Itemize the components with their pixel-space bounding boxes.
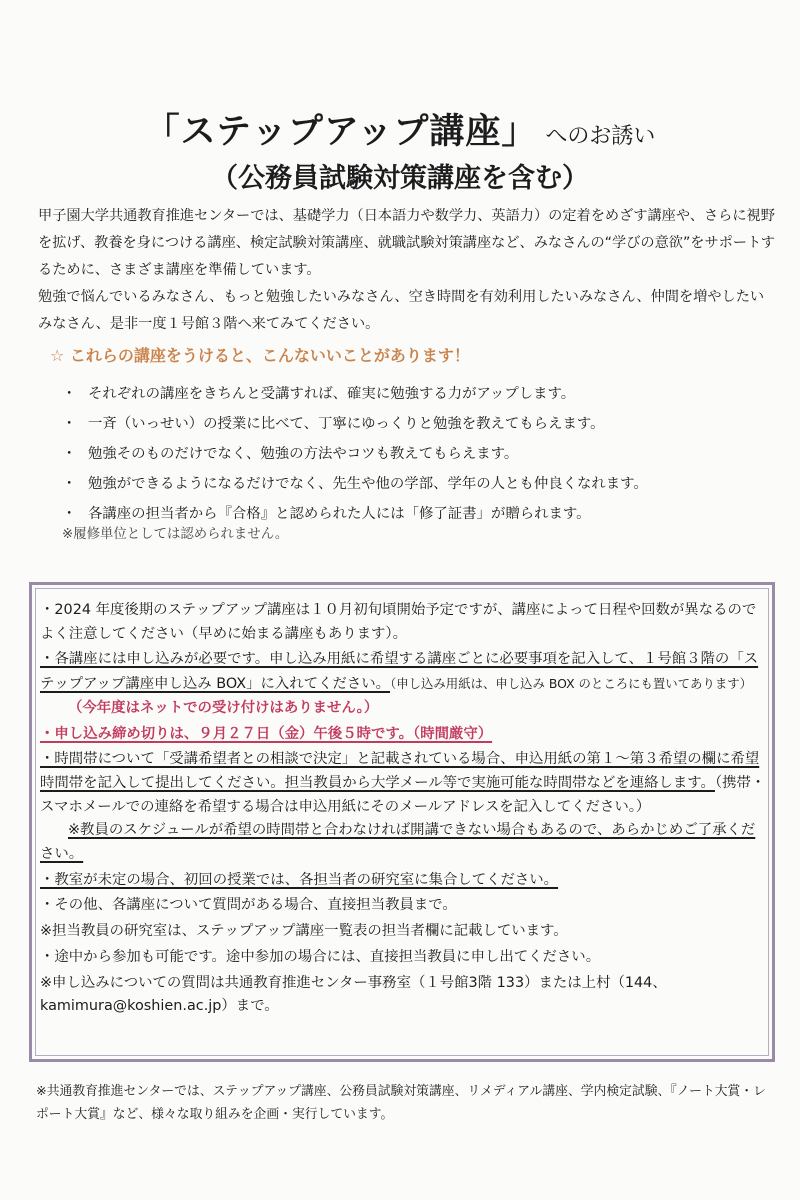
notice-item-office: ※担当教員の研究室は、ステップアップ講座一覧表の担当者欄に記載しています。: [40, 923, 568, 940]
notice-box: [29, 582, 775, 1062]
title-main: 「ステップアップ講座」: [144, 112, 538, 152]
benefits-list: [62, 379, 782, 529]
time-slot-instructions: ・時間帯について「受講希望者との相談で決定」と記載されている場合、申込用紙の第１～第３希望の欄に希望時間帯を記入して提出してください。担当教員から大学メール等で実施可能な時間帯などを連絡します。: [40, 751, 760, 791]
notice-list: [40, 599, 768, 1021]
notice-item-application: [40, 648, 768, 720]
mobile-mail-note: （携帯・スマホメールでの連絡を希望する場合は申込用紙にそのメールアドレスを記入してください。）: [40, 774, 766, 815]
notice-item-contact: ※申し込みについての質問は共通教育推進センター事務室（１号館3階 133）または上村（144、kamimura@koshien.ac.jp）まで。: [40, 974, 667, 1015]
notice-item-deadline: [40, 723, 768, 747]
page-subtitle: （公務員試験対策講座を含む）: [211, 163, 589, 194]
notice-item-schedule: ・2024 年度後期のステップアップ講座は１０月初旬頃開始予定ですが、講座によって日程や回数が異なるのでよく注意してください（早めに始まる講座もあります）。: [40, 602, 757, 642]
page-title: [0, 104, 800, 154]
notice-item-time-slot: [40, 748, 768, 867]
benefits-heading: ☆ これらの講座をうけると、こんないいことがあります！: [50, 346, 470, 365]
notice-item-late-join: ・途中から参加も可能です。途中参加の場合には、直接担当教員に申し出てください。: [40, 948, 601, 965]
notice-item-classroom: [40, 869, 768, 893]
benefit-item: ・ それぞれの講座をきちんと受講すれば、確実に勉強する力がアップします。: [62, 379, 782, 409]
notice-item-questions: ・その他、各講座について質問がある場合、直接担当教員まで。: [40, 897, 457, 914]
no-online-notice: （今年度はネットでの受け付けはありません。）: [68, 699, 379, 716]
intro-section: [38, 203, 778, 338]
schedule-caveat: ※教員のスケジュールが希望の時間帯と合わなければ開講できない場合もあるので、あらかじめご了承ください。: [40, 822, 756, 863]
benefit-item: ・ 勉強そのものだけでなく、勉強の方法やコツも教えてもらえます。: [62, 439, 782, 469]
benefit-item: ・ 一斉（いっせい）の授業に比べて、丁寧にゆっくりと勉強を教えてもらえます。: [62, 409, 782, 439]
intro-paragraph-2: 勉強で悩んでいるみなさん、もっと勉強したいみなさん、空き時間を有効利用したいみなさん、仲間を増やしたいみなさん、是非一度１号館３階へ来てみてください。: [38, 289, 765, 332]
credit-note: ※履修単位としては認められません。: [62, 527, 289, 542]
benefit-item: ・ 勉強ができるようになるだけでなく、先生や他の学部、学年の人とも仲良くなれます。: [62, 469, 782, 499]
deadline-text: ・申し込み締め切りは、９月２７日（金）午後５時です。（時間厳守）: [40, 725, 493, 742]
application-instructions: ・各講座には申し込みが必要です。申し込み用紙に希望する講座ごとに必要事項を記入して、１号館３階の「ステップアップ講座申し込み BOX」に入れてください。: [40, 651, 759, 693]
footer-note: ※共通教育推進センターでは、ステップアップ講座、公務員試験対策講座、リメディアル講座、学内検定試験、『ノート大賞・レポート大賞』など、様々な取り組みを企画・実行しています。: [36, 1084, 766, 1122]
classroom-text: ・教室が未定の場合、初回の授業では、各担当者の研究室に集合してください。: [40, 871, 559, 888]
benefit-item: ・ 各講座の担当者から『合格』と認められた人には「修了証書」が贈られます。: [62, 499, 782, 529]
title-suffix: へのお誘い: [545, 124, 656, 149]
application-form-note: （申し込み用紙は、申し込み BOX のところにも置いてあります）: [390, 676, 753, 692]
intro-paragraph-1: 甲子園大学共通教育推進センターでは、基礎学力（日本語力や数学力、英語力）の定着をめざす講座や、さらに視野を拡げ、教養を身につける講座、検定試験対策講座、就職試験対策講座など、みなさんの“学びの意欲”をサポートするために、さまざま講座を準備しています。: [38, 208, 775, 278]
